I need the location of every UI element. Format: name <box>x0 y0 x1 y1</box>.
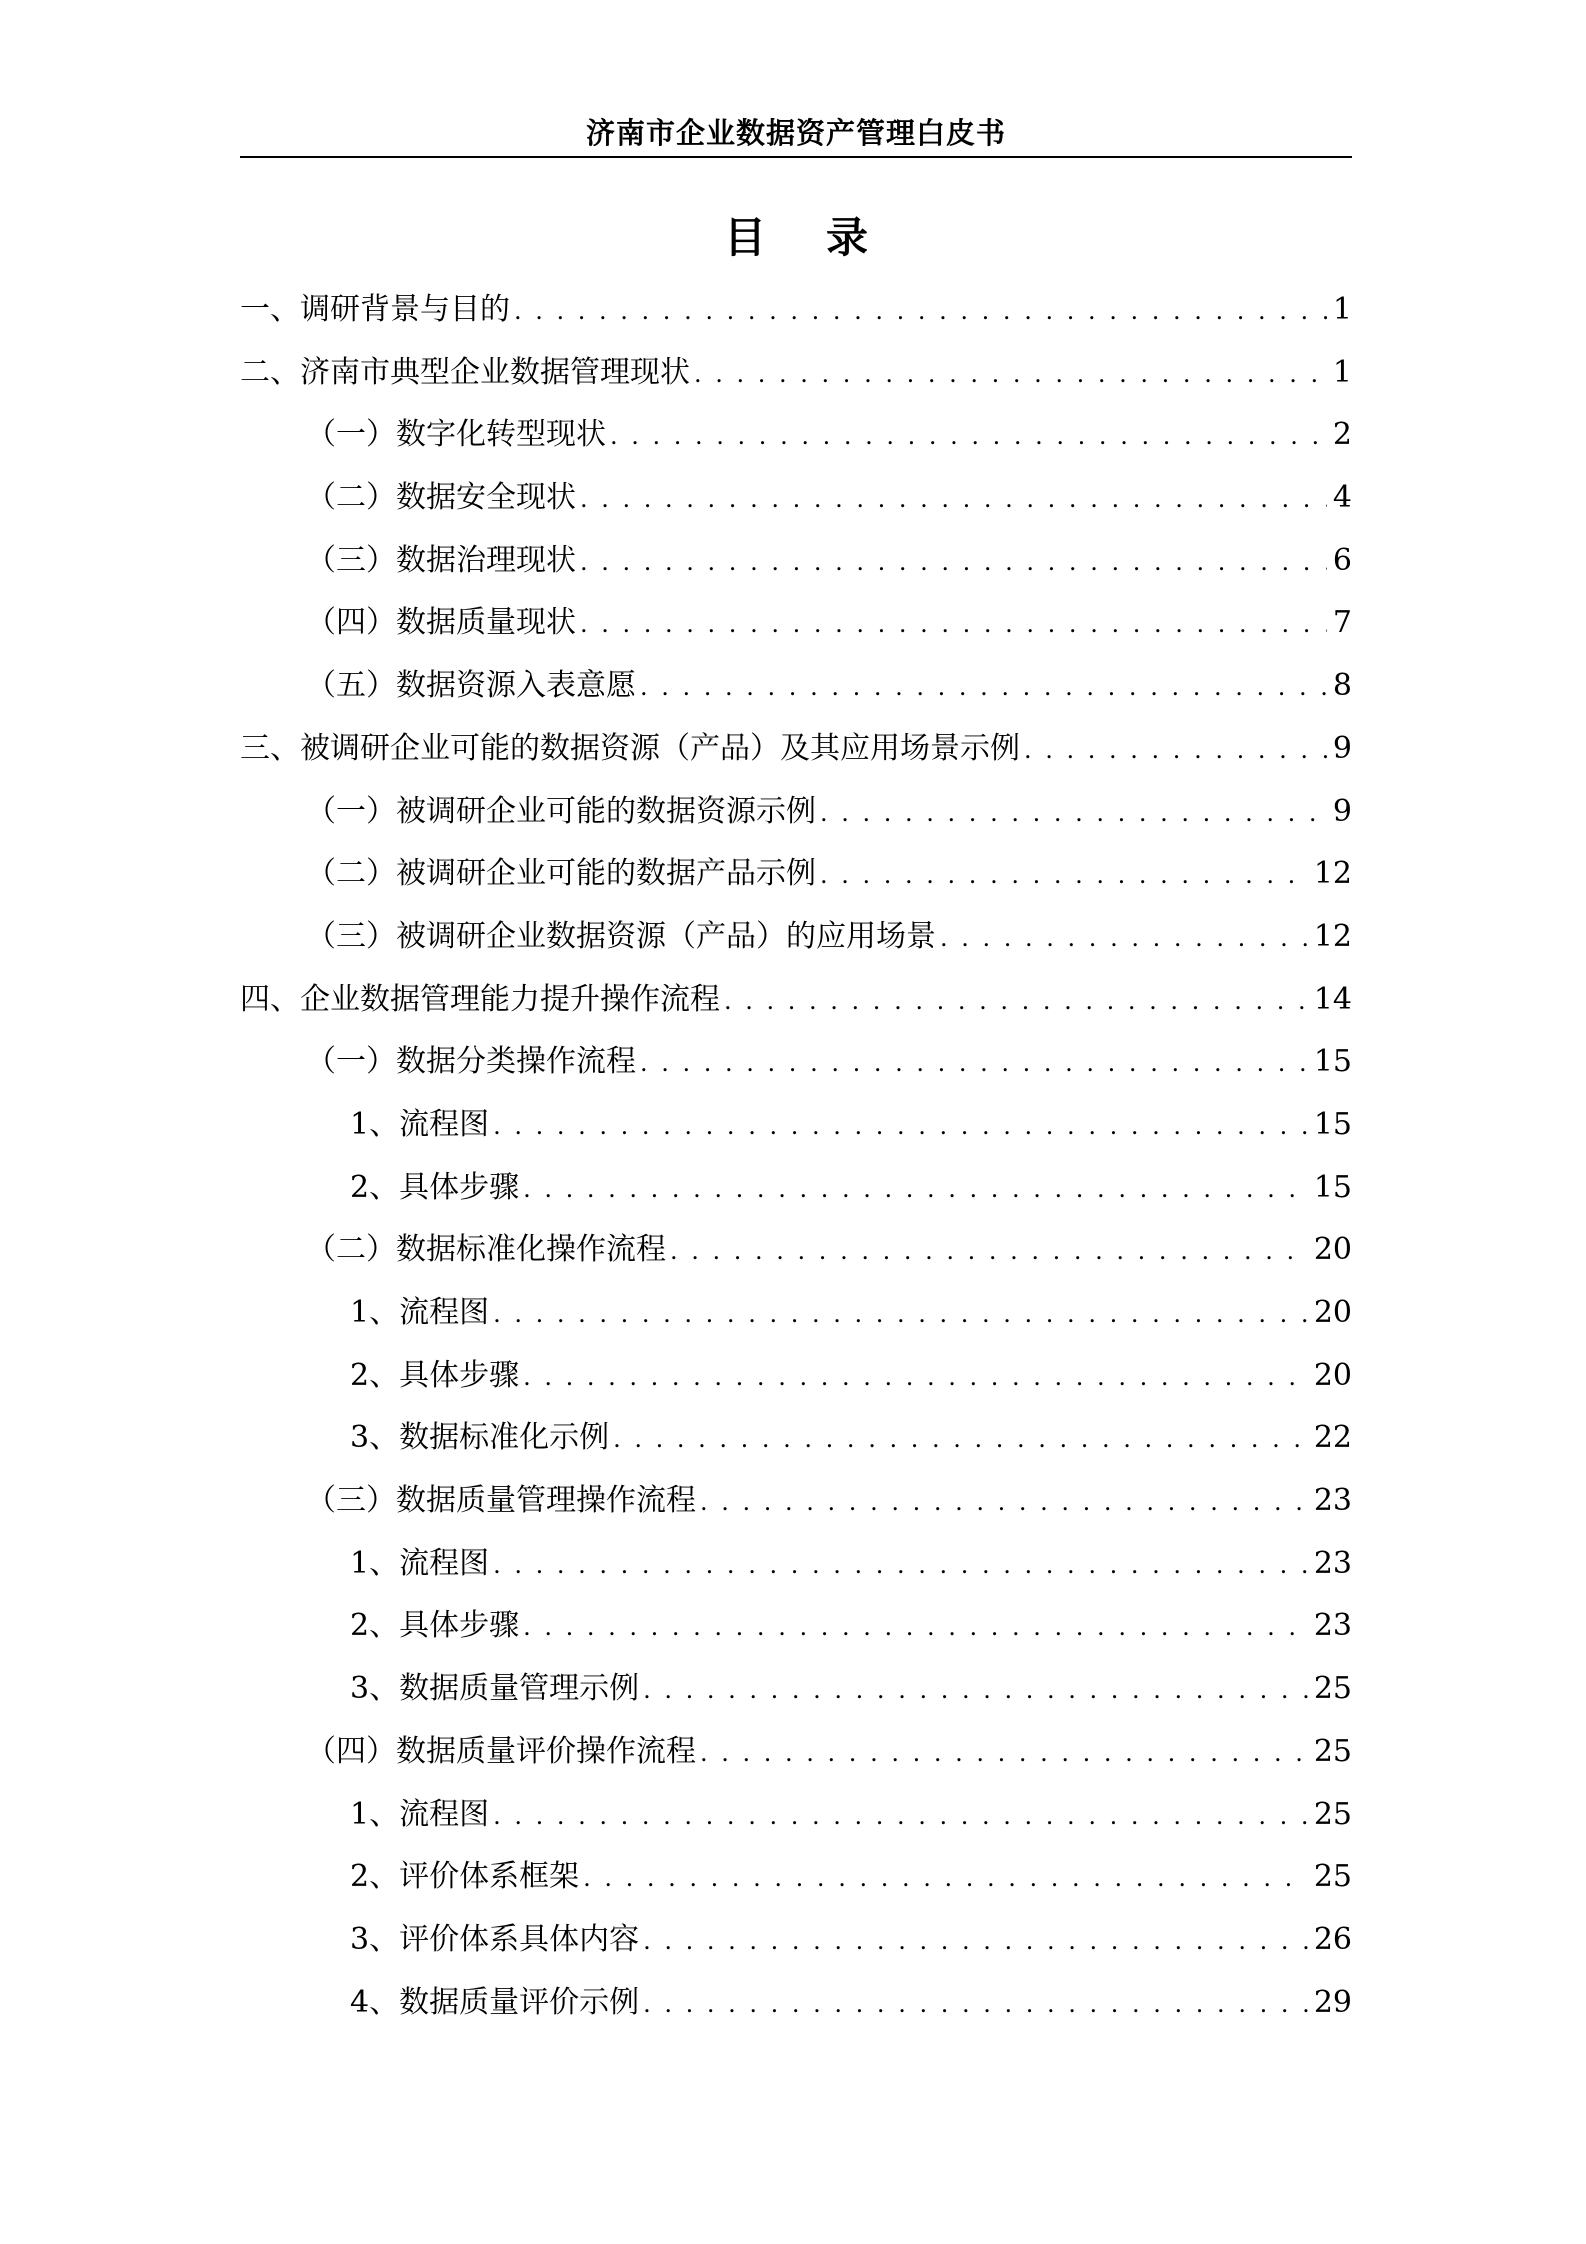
toc-entry-label: 四、企业数据管理能力提升操作流程 <box>240 981 720 1017</box>
toc-entry-label: 1、流程图 <box>350 1796 490 1832</box>
toc-entry-page: 25 <box>1313 1859 1352 1895</box>
toc-dot-leader <box>694 351 1327 397</box>
toc-dot-leader <box>493 1291 1308 1337</box>
toc-title-part2: 录 <box>826 213 869 262</box>
toc-dot-leader <box>493 1793 1308 1839</box>
toc-entry-label: （三）数据治理现状 <box>306 542 576 578</box>
toc-dot-leader <box>640 1040 1308 1086</box>
toc-entry-page: 22 <box>1313 1420 1352 1456</box>
toc-list <box>240 287 1352 2042</box>
toc-entry-label: （二）数据标准化操作流程 <box>306 1232 666 1268</box>
toc-entry[interactable] <box>240 538 1352 601</box>
toc-entry[interactable] <box>240 1478 1352 1541</box>
toc-entry-page: 25 <box>1313 1671 1352 1707</box>
toc-entry-page: 20 <box>1313 1357 1352 1393</box>
toc-entry-page: 12 <box>1313 918 1352 954</box>
toc-entry-label: （一）数字化转型现状 <box>306 417 606 453</box>
toc-entry[interactable] <box>240 1854 1352 1917</box>
toc-entry-page: 23 <box>1313 1608 1352 1644</box>
toc-dot-leader <box>820 790 1327 836</box>
toc-dot-leader <box>640 664 1327 710</box>
toc-entry-label: 3、评价体系具体内容 <box>350 1921 640 1957</box>
toc-entry-label: （一）被调研企业可能的数据资源示例 <box>306 793 816 829</box>
toc-entry[interactable] <box>240 1102 1352 1165</box>
toc-entry-page: 23 <box>1313 1545 1352 1581</box>
toc-entry-page: 1 <box>1332 292 1352 327</box>
toc-dot-leader <box>643 1981 1308 2027</box>
toc-entry-page: 9 <box>1332 730 1352 766</box>
toc-entry-label: （二）数据安全现状 <box>306 480 576 516</box>
toc-entry[interactable] <box>240 977 1352 1040</box>
toc-entry[interactable] <box>240 1541 1352 1604</box>
toc-entry[interactable] <box>240 851 1352 914</box>
toc-entry[interactable] <box>240 1415 1352 1478</box>
toc-entry-label: 三、被调研企业可能的数据资源（产品）及其应用场景示例 <box>240 730 1020 766</box>
toc-entry-page: 29 <box>1313 1984 1352 2020</box>
toc-dot-leader <box>523 1166 1308 1212</box>
toc-dot-leader <box>724 978 1308 1024</box>
toc-entry[interactable] <box>240 600 1352 663</box>
toc-dot-leader <box>700 1479 1308 1525</box>
toc-dot-leader <box>670 1228 1308 1274</box>
toc-entry-page: 20 <box>1313 1295 1352 1330</box>
toc-entry[interactable] <box>240 914 1352 977</box>
page-header-title: 济南市企业数据资产管理白皮书 <box>585 116 1006 150</box>
toc-dot-leader <box>580 476 1327 522</box>
toc-entry[interactable] <box>240 1980 1352 2043</box>
toc-entry-label: 二、济南市典型企业数据管理现状 <box>240 354 690 390</box>
toc-entry-label: （三）数据质量管理操作流程 <box>306 1483 696 1519</box>
toc-entry[interactable] <box>240 1729 1352 1792</box>
toc-entry-page: 1 <box>1332 354 1352 390</box>
toc-entry-label: 2、具体步骤 <box>350 1357 520 1393</box>
toc-dot-leader <box>580 601 1327 647</box>
toc-entry-page: 4 <box>1332 480 1352 516</box>
toc-entry[interactable] <box>240 1666 1352 1729</box>
toc-dot-leader <box>610 413 1327 459</box>
toc-entry[interactable] <box>240 1165 1352 1228</box>
toc-entry-label: 3、数据质量管理示例 <box>350 1671 640 1707</box>
toc-entry-page: 15 <box>1313 1106 1352 1142</box>
toc-entry-label: 3、数据标准化示例 <box>350 1420 610 1456</box>
toc-entry-page: 25 <box>1313 1733 1352 1769</box>
toc-dot-leader <box>580 539 1327 585</box>
toc-entry-page: 6 <box>1332 542 1352 578</box>
toc-entry-page: 7 <box>1332 605 1352 641</box>
toc-entry-page: 8 <box>1332 668 1352 704</box>
toc-dot-leader <box>523 1354 1308 1400</box>
toc-entry-label: （五）数据资源入表意愿 <box>306 668 636 704</box>
toc-dot-leader <box>700 1730 1308 1776</box>
toc-dot-leader <box>1024 727 1327 773</box>
toc-entry-label: 1、流程图 <box>350 1106 490 1142</box>
toc-entry-page: 23 <box>1313 1483 1352 1519</box>
toc-dot-leader <box>643 1918 1308 1964</box>
toc-entry-label: 1、流程图 <box>350 1545 490 1581</box>
toc-entry[interactable] <box>240 412 1352 475</box>
toc-entry-page: 15 <box>1313 1044 1352 1080</box>
toc-entry[interactable] <box>240 1353 1352 1416</box>
toc-entry[interactable] <box>240 1603 1352 1666</box>
toc-dot-leader <box>940 915 1308 961</box>
toc-entry[interactable] <box>240 726 1352 789</box>
toc-entry-label: （四）数据质量现状 <box>306 605 576 641</box>
toc-entry-page: 9 <box>1332 793 1352 829</box>
header-divider <box>240 156 1352 158</box>
toc-entry-label: 2、评价体系框架 <box>350 1859 580 1895</box>
toc-entry[interactable] <box>240 1917 1352 1980</box>
toc-entry-label: 2、具体步骤 <box>350 1169 520 1205</box>
toc-entry[interactable] <box>240 789 1352 852</box>
toc-dot-leader <box>523 1604 1308 1650</box>
toc-dot-leader <box>613 1416 1308 1462</box>
toc-title-part1: 目 <box>723 213 766 262</box>
toc-title <box>240 210 1352 266</box>
toc-entry-page: 26 <box>1313 1921 1352 1957</box>
toc-entry[interactable] <box>240 475 1352 538</box>
toc-entry[interactable] <box>240 1039 1352 1102</box>
toc-entry-page: 2 <box>1332 417 1352 453</box>
toc-entry-label: （三）被调研企业数据资源（产品）的应用场景 <box>306 918 936 954</box>
toc-entry-label: 4、数据质量评价示例 <box>350 1984 640 2020</box>
toc-entry[interactable] <box>240 663 1352 726</box>
toc-entry-page: 12 <box>1313 856 1352 892</box>
toc-entry-page: 25 <box>1313 1796 1352 1832</box>
toc-entry-page: 15 <box>1313 1169 1352 1205</box>
toc-entry[interactable] <box>240 350 1352 413</box>
toc-entry-label: 1、流程图 <box>350 1295 490 1330</box>
toc-entry-page: 20 <box>1313 1232 1352 1268</box>
toc-entry-label: （一）数据分类操作流程 <box>306 1044 636 1080</box>
toc-entry-label: （二）被调研企业可能的数据产品示例 <box>306 856 816 892</box>
toc-entry-page: 14 <box>1313 981 1352 1017</box>
toc-entry[interactable] <box>240 1792 1352 1855</box>
toc-entry-label: 2、具体步骤 <box>350 1608 520 1644</box>
toc-dot-leader <box>493 1103 1308 1149</box>
toc-dot-leader <box>643 1667 1308 1713</box>
toc-dot-leader <box>493 1542 1308 1588</box>
toc-dot-leader <box>820 852 1308 898</box>
toc-entry-label: （四）数据质量评价操作流程 <box>306 1733 696 1769</box>
toc-entry[interactable] <box>240 1290 1352 1353</box>
toc-dot-leader <box>514 288 1327 334</box>
toc-entry[interactable] <box>240 1227 1352 1290</box>
toc-entry[interactable] <box>240 287 1352 350</box>
toc-entry-label: 一、调研背景与目的 <box>240 292 510 327</box>
toc-dot-leader <box>583 1855 1308 1901</box>
